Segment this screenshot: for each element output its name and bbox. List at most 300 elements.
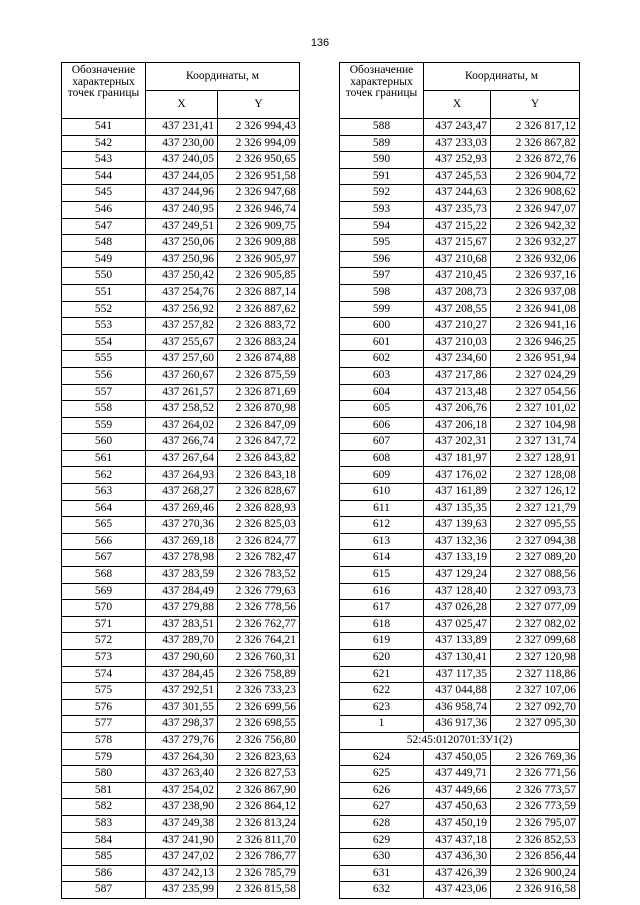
point-number-cell: 568 bbox=[62, 567, 146, 584]
point-number-cell: 577 bbox=[62, 716, 146, 733]
x-coordinate-cell: 437 269,46 bbox=[146, 500, 218, 517]
point-number-cell: 612 bbox=[340, 517, 424, 534]
table-row bbox=[340, 799, 580, 816]
point-number-cell: 559 bbox=[62, 417, 146, 434]
y-coordinate-cell: 2 326 828,93 bbox=[218, 500, 300, 517]
x-coordinate-cell: 437 130,41 bbox=[424, 650, 491, 667]
table-row bbox=[62, 533, 300, 550]
x-coordinate-cell: 437 258,52 bbox=[146, 401, 218, 418]
point-number-cell: 628 bbox=[340, 815, 424, 832]
x-coordinate-cell: 437 235,99 bbox=[146, 882, 218, 899]
x-coordinate-cell: 437 264,30 bbox=[146, 749, 218, 766]
table-row bbox=[340, 600, 580, 617]
table-row bbox=[340, 467, 580, 484]
table-row bbox=[340, 616, 580, 633]
y-coordinate-cell: 2 326 909,75 bbox=[218, 218, 300, 235]
y-coordinate-cell: 2 326 786,77 bbox=[218, 849, 300, 866]
point-number-cell: 593 bbox=[340, 201, 424, 218]
point-number-cell: 589 bbox=[340, 135, 424, 152]
point-number-cell: 600 bbox=[340, 318, 424, 335]
x-coordinate-cell: 437 301,55 bbox=[146, 699, 218, 716]
y-coordinate-cell: 2 326 900,24 bbox=[491, 865, 580, 882]
y-coordinate-cell: 2 326 698,55 bbox=[218, 716, 300, 733]
y-coordinate-cell: 2 326 817,12 bbox=[491, 119, 580, 136]
y-coordinate-cell: 2 326 946,25 bbox=[491, 334, 580, 351]
point-number-cell: 592 bbox=[340, 185, 424, 202]
x-coordinate-cell: 437 279,76 bbox=[146, 732, 218, 749]
x-coordinate-cell: 437 270,36 bbox=[146, 517, 218, 534]
table-row bbox=[62, 201, 300, 218]
table-row bbox=[62, 749, 300, 766]
point-number-cell: 621 bbox=[340, 666, 424, 683]
y-coordinate-cell: 2 327 120,98 bbox=[491, 650, 580, 667]
x-coordinate-cell: 437 249,38 bbox=[146, 815, 218, 832]
point-number-cell: 541 bbox=[62, 119, 146, 136]
table-row bbox=[340, 301, 580, 318]
y-coordinate-cell: 2 327 089,20 bbox=[491, 550, 580, 567]
y-coordinate-cell: 2 327 126,12 bbox=[491, 484, 580, 501]
x-coordinate-cell: 437 250,06 bbox=[146, 235, 218, 252]
table-row bbox=[340, 119, 580, 136]
point-number-cell: 598 bbox=[340, 284, 424, 301]
x-coordinate-cell: 437 269,18 bbox=[146, 533, 218, 550]
table-row bbox=[62, 633, 300, 650]
point-number-cell: 631 bbox=[340, 865, 424, 882]
table-row bbox=[62, 699, 300, 716]
header-designation: Обозначение характерных точек границы bbox=[340, 63, 424, 119]
x-coordinate-cell: 437 215,22 bbox=[424, 218, 491, 235]
table-row bbox=[340, 583, 580, 600]
point-number-cell: 581 bbox=[62, 782, 146, 799]
x-coordinate-cell: 437 234,60 bbox=[424, 351, 491, 368]
point-number-cell: 554 bbox=[62, 334, 146, 351]
point-number-cell: 564 bbox=[62, 500, 146, 517]
y-coordinate-cell: 2 327 092,70 bbox=[491, 699, 580, 716]
table-row bbox=[62, 351, 300, 368]
x-coordinate-cell: 437 284,49 bbox=[146, 583, 218, 600]
table-row bbox=[340, 450, 580, 467]
table-row bbox=[62, 119, 300, 136]
y-coordinate-cell: 2 326 941,08 bbox=[491, 301, 580, 318]
y-coordinate-cell: 2 326 828,67 bbox=[218, 484, 300, 501]
y-coordinate-cell: 2 326 932,27 bbox=[491, 235, 580, 252]
table-row bbox=[62, 583, 300, 600]
table-row bbox=[340, 650, 580, 667]
x-coordinate-cell: 437 117,35 bbox=[424, 666, 491, 683]
table-row bbox=[62, 666, 300, 683]
point-number-cell: 588 bbox=[340, 119, 424, 136]
point-number-cell: 623 bbox=[340, 699, 424, 716]
x-coordinate-cell: 437 206,18 bbox=[424, 417, 491, 434]
y-coordinate-cell: 2 326 756,80 bbox=[218, 732, 300, 749]
y-coordinate-cell: 2 326 950,65 bbox=[218, 152, 300, 169]
point-number-cell: 552 bbox=[62, 301, 146, 318]
point-number-cell: 562 bbox=[62, 467, 146, 484]
y-coordinate-cell: 2 326 813,24 bbox=[218, 815, 300, 832]
table-row bbox=[340, 401, 580, 418]
y-coordinate-cell: 2 326 946,74 bbox=[218, 201, 300, 218]
x-coordinate-cell: 437 181,97 bbox=[424, 450, 491, 467]
table-row bbox=[340, 218, 580, 235]
x-coordinate-cell: 437 289,70 bbox=[146, 633, 218, 650]
header-x: X bbox=[424, 91, 491, 119]
y-coordinate-cell: 2 326 872,76 bbox=[491, 152, 580, 169]
table-row bbox=[62, 152, 300, 169]
point-number-cell: 580 bbox=[62, 766, 146, 783]
point-number-cell: 557 bbox=[62, 384, 146, 401]
y-coordinate-cell: 2 326 874,88 bbox=[218, 351, 300, 368]
point-number-cell: 594 bbox=[340, 218, 424, 235]
table-row bbox=[340, 567, 580, 584]
coordinates-table-right bbox=[339, 62, 580, 899]
table-row bbox=[340, 533, 580, 550]
point-number-cell: 550 bbox=[62, 268, 146, 285]
x-coordinate-cell: 437 255,67 bbox=[146, 334, 218, 351]
x-coordinate-cell: 437 206,76 bbox=[424, 401, 491, 418]
point-number-cell: 548 bbox=[62, 235, 146, 252]
table-row bbox=[62, 600, 300, 617]
table-row bbox=[340, 749, 580, 766]
x-coordinate-cell: 437 450,05 bbox=[424, 749, 491, 766]
x-coordinate-cell: 437 210,03 bbox=[424, 334, 491, 351]
y-coordinate-cell: 2 326 733,23 bbox=[218, 683, 300, 700]
x-coordinate-cell: 437 283,51 bbox=[146, 616, 218, 633]
point-number-cell: 595 bbox=[340, 235, 424, 252]
point-number-cell: 558 bbox=[62, 401, 146, 418]
point-number-cell: 618 bbox=[340, 616, 424, 633]
x-coordinate-cell: 437 250,96 bbox=[146, 251, 218, 268]
header-y: Y bbox=[491, 91, 580, 119]
y-coordinate-cell: 2 326 843,82 bbox=[218, 450, 300, 467]
point-number-cell: 584 bbox=[62, 832, 146, 849]
table-row bbox=[340, 417, 580, 434]
point-number-cell: 617 bbox=[340, 600, 424, 617]
point-number-cell: 582 bbox=[62, 799, 146, 816]
table-row bbox=[62, 467, 300, 484]
table-row bbox=[340, 201, 580, 218]
table-row bbox=[340, 434, 580, 451]
x-coordinate-cell: 437 243,47 bbox=[424, 119, 491, 136]
page-number: 136 bbox=[310, 37, 330, 49]
x-coordinate-cell: 437 210,68 bbox=[424, 251, 491, 268]
y-coordinate-cell: 2 327 082,02 bbox=[491, 616, 580, 633]
x-coordinate-cell: 437 240,95 bbox=[146, 201, 218, 218]
x-coordinate-cell: 437 233,03 bbox=[424, 135, 491, 152]
x-coordinate-cell: 437 230,00 bbox=[146, 135, 218, 152]
x-coordinate-cell: 437 257,60 bbox=[146, 351, 218, 368]
x-coordinate-cell: 437 208,73 bbox=[424, 284, 491, 301]
point-number-cell: 613 bbox=[340, 533, 424, 550]
y-coordinate-cell: 2 326 815,58 bbox=[218, 882, 300, 899]
x-coordinate-cell: 437 290,60 bbox=[146, 650, 218, 667]
point-number-cell: 608 bbox=[340, 450, 424, 467]
table-row bbox=[62, 849, 300, 866]
point-number-cell: 572 bbox=[62, 633, 146, 650]
table-row bbox=[340, 865, 580, 882]
table-row bbox=[340, 235, 580, 252]
x-coordinate-cell: 437 263,40 bbox=[146, 766, 218, 783]
left-table-body bbox=[62, 119, 300, 899]
x-coordinate-cell: 437 437,18 bbox=[424, 832, 491, 849]
point-number-cell: 590 bbox=[340, 152, 424, 169]
y-coordinate-cell: 2 326 916,58 bbox=[491, 882, 580, 899]
x-coordinate-cell: 437 264,02 bbox=[146, 417, 218, 434]
point-number-cell: 565 bbox=[62, 517, 146, 534]
x-coordinate-cell: 437 260,67 bbox=[146, 367, 218, 384]
y-coordinate-cell: 2 326 771,56 bbox=[491, 766, 580, 783]
x-coordinate-cell: 437 208,55 bbox=[424, 301, 491, 318]
y-coordinate-cell: 2 326 847,72 bbox=[218, 434, 300, 451]
y-coordinate-cell: 2 326 864,12 bbox=[218, 799, 300, 816]
y-coordinate-cell: 2 326 773,57 bbox=[491, 782, 580, 799]
point-number-cell: 620 bbox=[340, 650, 424, 667]
y-coordinate-cell: 2 326 883,72 bbox=[218, 318, 300, 335]
y-coordinate-cell: 2 327 054,56 bbox=[491, 384, 580, 401]
point-number-cell: 571 bbox=[62, 616, 146, 633]
point-number-cell: 624 bbox=[340, 749, 424, 766]
y-coordinate-cell: 2 327 094,38 bbox=[491, 533, 580, 550]
table-row bbox=[62, 284, 300, 301]
y-coordinate-cell: 2 326 909,88 bbox=[218, 235, 300, 252]
table-row bbox=[62, 650, 300, 667]
y-coordinate-cell: 2 326 867,90 bbox=[218, 782, 300, 799]
y-coordinate-cell: 2 326 908,62 bbox=[491, 185, 580, 202]
x-coordinate-cell: 437 298,37 bbox=[146, 716, 218, 733]
point-number-cell: 551 bbox=[62, 284, 146, 301]
table-row bbox=[340, 484, 580, 501]
x-coordinate-cell: 437 450,63 bbox=[424, 799, 491, 816]
y-coordinate-cell: 2 326 783,52 bbox=[218, 567, 300, 584]
x-coordinate-cell: 437 235,73 bbox=[424, 201, 491, 218]
x-coordinate-cell: 437 279,88 bbox=[146, 600, 218, 617]
table-row bbox=[340, 815, 580, 832]
point-number-cell: 601 bbox=[340, 334, 424, 351]
right-table-body bbox=[340, 119, 580, 899]
point-number-cell: 563 bbox=[62, 484, 146, 501]
point-number-cell: 596 bbox=[340, 251, 424, 268]
x-coordinate-cell: 437 244,96 bbox=[146, 185, 218, 202]
table-row bbox=[340, 284, 580, 301]
x-coordinate-cell: 437 176,02 bbox=[424, 467, 491, 484]
y-coordinate-cell: 2 326 941,16 bbox=[491, 318, 580, 335]
y-coordinate-cell: 2 327 128,08 bbox=[491, 467, 580, 484]
point-number-cell: 605 bbox=[340, 401, 424, 418]
point-number-cell: 542 bbox=[62, 135, 146, 152]
table-row bbox=[62, 616, 300, 633]
point-number-cell: 1 bbox=[340, 716, 424, 733]
y-coordinate-cell: 2 326 867,82 bbox=[491, 135, 580, 152]
y-coordinate-cell: 2 326 825,03 bbox=[218, 517, 300, 534]
y-coordinate-cell: 2 327 088,56 bbox=[491, 567, 580, 584]
y-coordinate-cell: 2 326 937,16 bbox=[491, 268, 580, 285]
header-x: X bbox=[146, 91, 218, 119]
point-number-cell: 579 bbox=[62, 749, 146, 766]
table-row bbox=[340, 716, 580, 733]
section-label: 52:45:0120701:ЗУ1(2) bbox=[340, 732, 580, 749]
y-coordinate-cell: 2 326 795,07 bbox=[491, 815, 580, 832]
y-coordinate-cell: 2 326 782,47 bbox=[218, 550, 300, 567]
x-coordinate-cell: 436 958,74 bbox=[424, 699, 491, 716]
y-coordinate-cell: 2 326 887,14 bbox=[218, 284, 300, 301]
table-row bbox=[62, 450, 300, 467]
y-coordinate-cell: 2 326 932,06 bbox=[491, 251, 580, 268]
y-coordinate-cell: 2 327 095,30 bbox=[491, 716, 580, 733]
x-coordinate-cell: 437 278,98 bbox=[146, 550, 218, 567]
x-coordinate-cell: 437 241,90 bbox=[146, 832, 218, 849]
table-row bbox=[62, 218, 300, 235]
y-coordinate-cell: 2 326 870,98 bbox=[218, 401, 300, 418]
section-label-row bbox=[340, 732, 580, 749]
x-coordinate-cell: 437 268,27 bbox=[146, 484, 218, 501]
point-number-cell: 611 bbox=[340, 500, 424, 517]
y-coordinate-cell: 2 326 856,44 bbox=[491, 849, 580, 866]
x-coordinate-cell: 436 917,36 bbox=[424, 716, 491, 733]
y-coordinate-cell: 2 326 823,63 bbox=[218, 749, 300, 766]
point-number-cell: 569 bbox=[62, 583, 146, 600]
table-row bbox=[340, 633, 580, 650]
table-row bbox=[62, 384, 300, 401]
table-row bbox=[62, 550, 300, 567]
table-row bbox=[62, 401, 300, 418]
point-number-cell: 546 bbox=[62, 201, 146, 218]
table-row bbox=[62, 567, 300, 584]
x-coordinate-cell: 437 240,05 bbox=[146, 152, 218, 169]
x-coordinate-cell: 437 213,48 bbox=[424, 384, 491, 401]
x-coordinate-cell: 437 210,27 bbox=[424, 318, 491, 335]
y-coordinate-cell: 2 326 905,85 bbox=[218, 268, 300, 285]
table-row bbox=[62, 732, 300, 749]
table-row bbox=[340, 334, 580, 351]
x-coordinate-cell: 437 238,90 bbox=[146, 799, 218, 816]
table-row bbox=[340, 849, 580, 866]
x-coordinate-cell: 437 449,71 bbox=[424, 766, 491, 783]
y-coordinate-cell: 2 326 852,53 bbox=[491, 832, 580, 849]
x-coordinate-cell: 437 215,67 bbox=[424, 235, 491, 252]
table-row bbox=[340, 135, 580, 152]
x-coordinate-cell: 437 244,05 bbox=[146, 168, 218, 185]
point-number-cell: 626 bbox=[340, 782, 424, 799]
point-number-cell: 587 bbox=[62, 882, 146, 899]
table-row bbox=[62, 517, 300, 534]
x-coordinate-cell: 437 426,39 bbox=[424, 865, 491, 882]
point-number-cell: 545 bbox=[62, 185, 146, 202]
x-coordinate-cell: 437 129,24 bbox=[424, 567, 491, 584]
x-coordinate-cell: 437 261,57 bbox=[146, 384, 218, 401]
point-number-cell: 574 bbox=[62, 666, 146, 683]
table-row bbox=[62, 301, 300, 318]
point-number-cell: 549 bbox=[62, 251, 146, 268]
x-coordinate-cell: 437 252,93 bbox=[424, 152, 491, 169]
x-coordinate-cell: 437 217,86 bbox=[424, 367, 491, 384]
table-row bbox=[62, 251, 300, 268]
point-number-cell: 575 bbox=[62, 683, 146, 700]
table-row bbox=[62, 782, 300, 799]
x-coordinate-cell: 437 423,06 bbox=[424, 882, 491, 899]
x-coordinate-cell: 437 267,64 bbox=[146, 450, 218, 467]
y-coordinate-cell: 2 326 760,31 bbox=[218, 650, 300, 667]
y-coordinate-cell: 2 326 994,09 bbox=[218, 135, 300, 152]
x-coordinate-cell: 437 247,02 bbox=[146, 849, 218, 866]
y-coordinate-cell: 2 327 093,73 bbox=[491, 583, 580, 600]
table-row bbox=[340, 384, 580, 401]
table-row bbox=[62, 235, 300, 252]
point-number-cell: 560 bbox=[62, 434, 146, 451]
point-number-cell: 614 bbox=[340, 550, 424, 567]
x-coordinate-cell: 437 202,31 bbox=[424, 434, 491, 451]
header-coordinates: Координаты, м bbox=[146, 63, 300, 91]
y-coordinate-cell: 2 326 699,56 bbox=[218, 699, 300, 716]
x-coordinate-cell: 437 284,45 bbox=[146, 666, 218, 683]
y-coordinate-cell: 2 326 883,24 bbox=[218, 334, 300, 351]
table-row bbox=[340, 882, 580, 899]
y-coordinate-cell: 2 326 762,77 bbox=[218, 616, 300, 633]
point-number-cell: 606 bbox=[340, 417, 424, 434]
point-number-cell: 576 bbox=[62, 699, 146, 716]
x-coordinate-cell: 437 250,42 bbox=[146, 268, 218, 285]
point-number-cell: 610 bbox=[340, 484, 424, 501]
table-row bbox=[340, 168, 580, 185]
x-coordinate-cell: 437 254,02 bbox=[146, 782, 218, 799]
y-coordinate-cell: 2 326 824,77 bbox=[218, 533, 300, 550]
table-row bbox=[62, 815, 300, 832]
table-row bbox=[340, 251, 580, 268]
point-number-cell: 630 bbox=[340, 849, 424, 866]
y-coordinate-cell: 2 327 077,09 bbox=[491, 600, 580, 617]
y-coordinate-cell: 2 327 121,79 bbox=[491, 500, 580, 517]
x-coordinate-cell: 437 292,51 bbox=[146, 683, 218, 700]
table-row bbox=[62, 185, 300, 202]
x-coordinate-cell: 437 044,88 bbox=[424, 683, 491, 700]
point-number-cell: 625 bbox=[340, 766, 424, 783]
y-coordinate-cell: 2 326 843,18 bbox=[218, 467, 300, 484]
table-row bbox=[340, 318, 580, 335]
x-coordinate-cell: 437 025,47 bbox=[424, 616, 491, 633]
x-coordinate-cell: 437 231,41 bbox=[146, 119, 218, 136]
table-row bbox=[340, 517, 580, 534]
point-number-cell: 609 bbox=[340, 467, 424, 484]
point-number-cell: 555 bbox=[62, 351, 146, 368]
point-number-cell: 566 bbox=[62, 533, 146, 550]
y-coordinate-cell: 2 326 778,56 bbox=[218, 600, 300, 617]
x-coordinate-cell: 437 135,35 bbox=[424, 500, 491, 517]
x-coordinate-cell: 437 254,76 bbox=[146, 284, 218, 301]
y-coordinate-cell: 2 326 937,08 bbox=[491, 284, 580, 301]
header-coordinates: Координаты, м bbox=[424, 63, 580, 91]
table-row bbox=[62, 168, 300, 185]
x-coordinate-cell: 437 128,40 bbox=[424, 583, 491, 600]
table-row bbox=[340, 832, 580, 849]
point-number-cell: 607 bbox=[340, 434, 424, 451]
point-number-cell: 603 bbox=[340, 367, 424, 384]
point-number-cell: 622 bbox=[340, 683, 424, 700]
coordinates-table-left bbox=[61, 62, 300, 899]
y-coordinate-cell: 2 326 905,97 bbox=[218, 251, 300, 268]
table-row bbox=[340, 367, 580, 384]
y-coordinate-cell: 2 326 951,58 bbox=[218, 168, 300, 185]
y-coordinate-cell: 2 327 099,68 bbox=[491, 633, 580, 650]
point-number-cell: 629 bbox=[340, 832, 424, 849]
table-row bbox=[62, 882, 300, 899]
y-coordinate-cell: 2 326 769,36 bbox=[491, 749, 580, 766]
x-coordinate-cell: 437 210,45 bbox=[424, 268, 491, 285]
y-coordinate-cell: 2 327 104,98 bbox=[491, 417, 580, 434]
table-row bbox=[62, 716, 300, 733]
y-coordinate-cell: 2 326 994,43 bbox=[218, 119, 300, 136]
y-coordinate-cell: 2 327 131,74 bbox=[491, 434, 580, 451]
point-number-cell: 578 bbox=[62, 732, 146, 749]
x-coordinate-cell: 437 133,19 bbox=[424, 550, 491, 567]
x-coordinate-cell: 437 245,53 bbox=[424, 168, 491, 185]
